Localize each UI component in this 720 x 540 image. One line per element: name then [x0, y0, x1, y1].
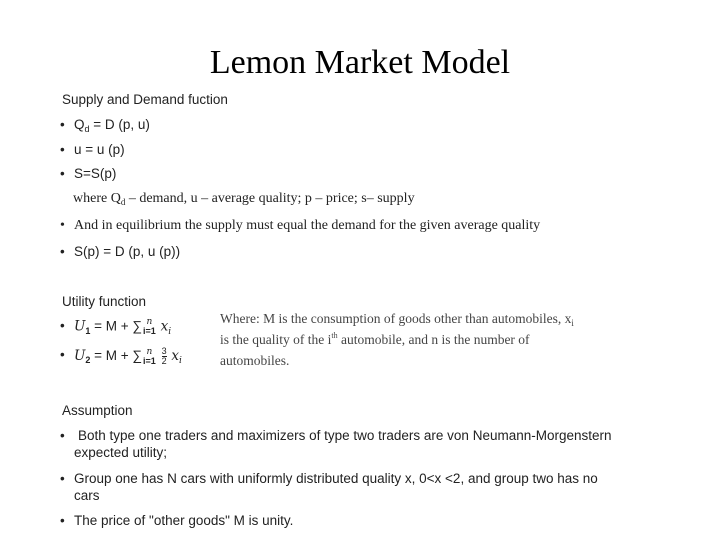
text: S(p) = D (p, u (p))	[74, 244, 181, 259]
text: Q	[74, 117, 85, 132]
text: cars	[74, 488, 100, 503]
text: U	[74, 348, 86, 365]
subscript: 1	[85, 325, 91, 336]
sum-upper: n	[146, 317, 153, 327]
text: = M + ∑	[90, 348, 143, 364]
text: The price of "other goods" M is unity.	[74, 513, 294, 528]
text: is the quality of the i	[220, 332, 332, 347]
bullet-icon: •	[60, 513, 65, 528]
utility-heading: Utility function	[62, 294, 147, 309]
subscript: 2	[85, 355, 91, 366]
bullet-icon: •	[60, 218, 65, 233]
subscript: i	[571, 318, 574, 328]
bullet-icon: •	[60, 347, 65, 362]
text: = M + ∑	[90, 318, 143, 334]
fraction-denominator: 2	[161, 356, 167, 366]
text: Group one has N cars with uniformly distributed quality x, 0<x <2, and group two has no	[74, 471, 598, 486]
text: = D (p, u)	[89, 117, 150, 132]
text: x	[171, 348, 179, 365]
assumption-heading: Assumption	[62, 403, 133, 418]
text: automobile, and n is the number of	[337, 332, 530, 347]
fraction-numerator: 3	[161, 346, 167, 356]
utility-note	[220, 309, 680, 370]
text: S=S(p)	[74, 166, 117, 181]
text: – demand, u – average quality; p – price; s– supply	[125, 191, 415, 206]
superscript: th	[331, 331, 338, 340]
text: u = u (p)	[74, 142, 125, 157]
subscript: d	[84, 124, 90, 134]
bullet-icon: •	[60, 117, 65, 132]
text: And in equilibrium the supply must equal the demand for the given average quality	[74, 218, 541, 233]
bullet-icon: •	[60, 244, 65, 259]
bullet-icon: •	[60, 142, 65, 157]
subscript: i	[178, 356, 182, 367]
subscript: d	[120, 197, 126, 207]
slide-title: Lemon Market Model	[209, 44, 511, 81]
text: expected utility;	[74, 445, 168, 460]
bullet-icon: •	[60, 318, 65, 333]
sum-lower: i=1	[143, 355, 156, 366]
text: Where: M is the consumption of goods other than automobiles, x	[220, 311, 572, 326]
text: x	[160, 318, 169, 335]
supply-demand-heading: Supply and Demand fuction	[62, 92, 228, 107]
bullet-icon: •	[60, 166, 65, 181]
variable-definitions	[73, 191, 415, 207]
sum-upper: n	[146, 346, 153, 357]
bullet-icon: •	[60, 471, 65, 486]
bullet-icon: •	[60, 428, 65, 443]
text: Both type one traders and maximizers of type two traders are von Neumann-Morgenstern	[78, 428, 612, 443]
text: U	[74, 318, 86, 335]
sum-lower: i=1	[143, 326, 156, 336]
subscript: i	[168, 326, 172, 337]
text: automobiles.	[220, 353, 290, 368]
text: where Q	[73, 191, 121, 206]
